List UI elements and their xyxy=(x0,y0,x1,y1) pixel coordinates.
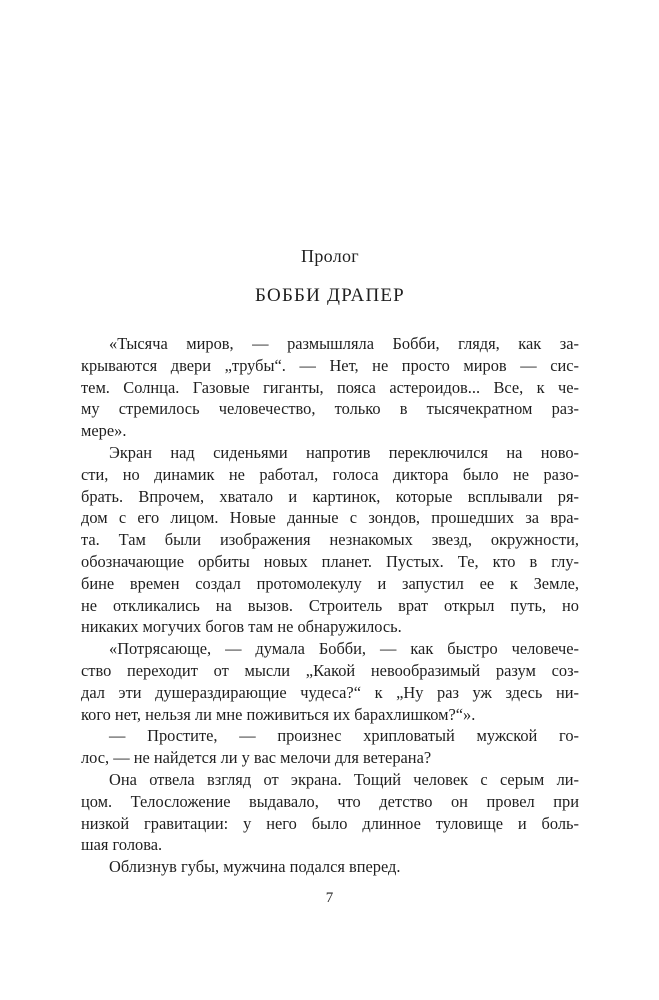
text-line: брать. Впрочем, хватало и картинок, которые всплывали ря- xyxy=(81,486,579,506)
chapter-subtitle: БОББИ ДРАПЕР xyxy=(255,285,405,306)
text-line: — Простите, — произнес хрипловатый мужской го- xyxy=(109,726,579,746)
paragraph xyxy=(81,638,579,725)
text-line: шая голова. xyxy=(81,835,163,855)
body-text xyxy=(81,333,579,878)
text-line: Она отвела взгляд от экрана. Тощий человек с серым ли- xyxy=(109,769,579,789)
text-line: лос, — не найдется ли у вас мелочи для ветерана? xyxy=(81,748,432,768)
text-line: цом. Телосложение выдавало, что детство он провел при xyxy=(81,791,579,811)
paragraph xyxy=(81,725,579,769)
text-line: му стремилось человечество, только в тысячекратном раз- xyxy=(81,399,579,419)
text-line: дал эти душераздирающие чудеса?“ к „Ну раз уж здесь ни- xyxy=(81,682,579,702)
text-line: мере». xyxy=(81,421,127,441)
page-number: 7 xyxy=(325,890,334,906)
text-line: тем. Солнца. Газовые гиганты, пояса астероидов... Все, к че- xyxy=(81,377,579,397)
text-line: обозначающие орбиты новых планет. Пустых. Те, кто в глу- xyxy=(81,551,579,571)
chapter-title: Пролог xyxy=(301,246,359,266)
text-line: ство переходит от мысли „Какой невообразимый разум соз- xyxy=(81,660,579,680)
text-line: кого нет, нельзя ли мне поживиться их барахлишком?“». xyxy=(81,704,476,724)
text-line: низкой гравитации: у него было длинное туловище и боль- xyxy=(81,813,579,833)
text-line: бине времен создал протомолекулу и запустил ее к Земле, xyxy=(81,573,579,593)
text-line: та. Там были изображения незнакомых звезд, окружности, xyxy=(81,530,579,550)
paragraph xyxy=(81,769,579,856)
paragraph xyxy=(81,442,579,638)
text-line: Облизнув губы, мужчина подался вперед. xyxy=(109,857,401,877)
text-line: никаких могучих богов там не обнаружилось. xyxy=(81,617,402,637)
text-line: Экран над сиденьями напротив переключился на ново- xyxy=(109,442,579,462)
text-line: «Тысяча миров, — размышляла Бобби, глядя, как за- xyxy=(109,334,579,353)
text-line: «Потрясающе, — думала Бобби, — как быстро человече- xyxy=(109,639,579,659)
text-line: сти, но динамик не работал, голоса диктора было не разо- xyxy=(81,464,579,484)
text-line: крываются двери „трубы“. — Нет, не просто миров — сис- xyxy=(81,355,579,375)
text-column xyxy=(81,0,579,878)
paragraph xyxy=(81,856,579,878)
paragraph xyxy=(81,333,579,442)
text-line: не откликались на вызов. Строитель врат открыл путь, но xyxy=(81,595,579,615)
text-line: дом с его лицом. Новые данные с зондов, прошедших за вра- xyxy=(81,508,579,528)
